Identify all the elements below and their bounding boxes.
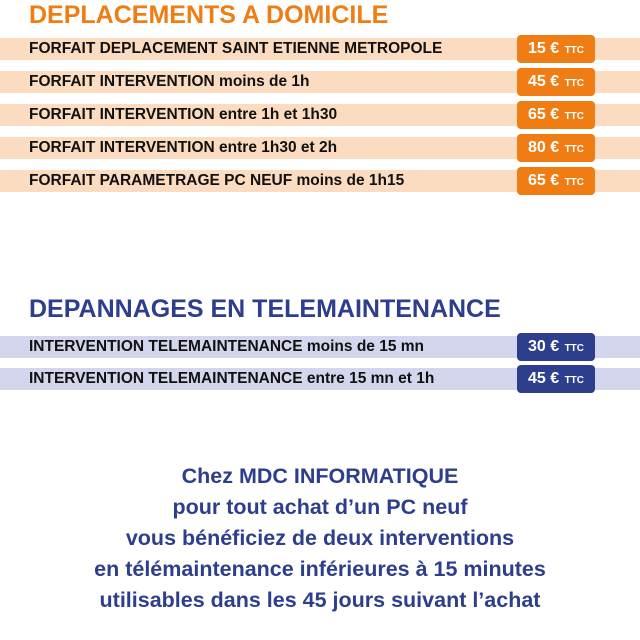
promo-line: utilisables dans les 45 jours suivant l’achat (99, 588, 541, 612)
remote-price-badge: 45 € TTC (517, 365, 595, 393)
home-price-badge: 65 € TTC (517, 101, 595, 129)
home-price-badge: 45 € TTC (517, 68, 595, 96)
home-price-badge: 15 € TTC (517, 35, 595, 63)
remote-price-label: INTERVENTION TELEMAINTENANCE entre 15 mn et 1h (29, 370, 435, 387)
remote-price-label: INTERVENTION TELEMAINTENANCE moins de 15 mn (29, 338, 425, 355)
home-price-row (0, 71, 640, 93)
remote-price-badge: 30 € TTC (517, 333, 595, 361)
home-price-label: FORFAIT INTERVENTION entre 1h et 1h30 (29, 106, 338, 123)
home-price-label: FORFAIT INTERVENTION moins de 1h (29, 73, 310, 90)
home-price-row (0, 137, 640, 159)
promo-line: pour tout achat d’un PC neuf (172, 495, 468, 519)
promo-line: en télémaintenance inférieures à 15 minutes (94, 557, 546, 581)
home-price-label: FORFAIT PARAMETRAGE PC NEUF moins de 1h15 (29, 172, 405, 189)
home-price-row (0, 38, 640, 60)
promo-text (0, 461, 640, 616)
remote-section-title: DEPANNAGES EN TELEMAINTENANCE (29, 295, 501, 323)
home-price-row (0, 104, 640, 126)
home-price-label: FORFAIT INTERVENTION entre 1h30 et 2h (29, 139, 338, 156)
remote-price-row (0, 368, 640, 390)
promo-line: Chez MDC INFORMATIQUE (181, 464, 459, 488)
promo-line: vous bénéficiez de deux interventions (125, 526, 515, 550)
home-price-badge: 65 € TTC (517, 167, 595, 195)
home-price-row (0, 170, 640, 192)
home-section-title: DEPLACEMENTS A DOMICILE (29, 1, 389, 29)
remote-price-row (0, 336, 640, 358)
home-price-label: FORFAIT DEPLACEMENT SAINT ETIENNE METROPOLE (29, 40, 443, 57)
home-price-badge: 80 € TTC (517, 134, 595, 162)
